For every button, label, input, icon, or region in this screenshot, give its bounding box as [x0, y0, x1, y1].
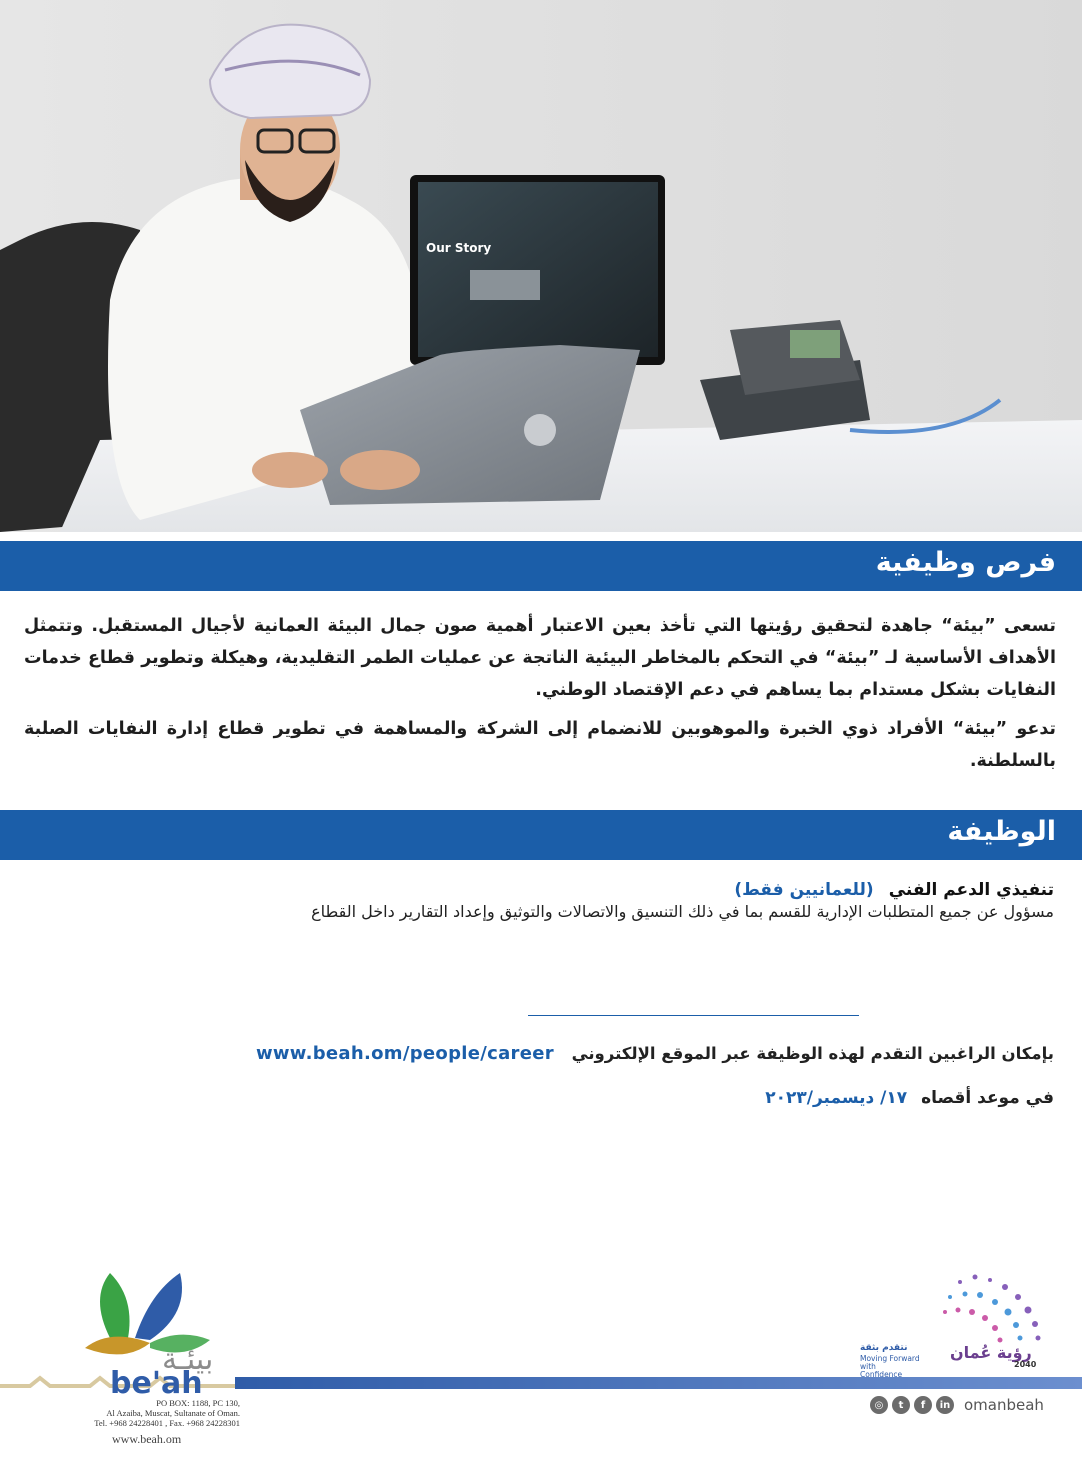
section-title-job: الوظيفة [947, 816, 1056, 847]
postal-address [40, 1398, 240, 1428]
section-title-opportunities: فرص وظيفية [875, 547, 1056, 578]
social-handle: omanbeah [964, 1396, 1044, 1414]
monitor-screen-text: Our Story [426, 241, 492, 255]
section-bar-job [0, 810, 1082, 860]
instagram-icon[interactable]: ◎ [870, 1396, 888, 1414]
address-line: Al Azaiba, Muscat, Sultanate of Oman. [106, 1408, 240, 1418]
deadline-date: ١٧/ ديسمبر/٢٠٢٣ [765, 1088, 908, 1108]
logo-english-text: be'ah [110, 1366, 203, 1401]
footer-stripe [235, 1377, 1082, 1389]
footer-website[interactable]: www.beah.om [112, 1432, 182, 1446]
apply-line [24, 1043, 1054, 1064]
job-eligibility-note: (للعمانيين فقط) [734, 880, 874, 900]
job-block [24, 880, 1054, 921]
logo-arabic-text: بيئـة [162, 1342, 214, 1377]
social-links [870, 1396, 1044, 1414]
apply-text: بإمكان الراغبين التقدم لهذه الوظيفة عبر الموقع الإلكتروني [571, 1044, 1054, 1063]
job-title: تنفيذي الدعم الفني [888, 880, 1054, 900]
job-description: مسؤول عن جميع المتطلبات الإدارية للقسم بما في ذلك التنسيق والاتصالات والتوثيق وإعداد التقارير داخل القطاع [311, 902, 1054, 921]
divider-line [528, 1015, 859, 1016]
vision-arabic-text: رؤية عُمان [950, 1343, 1032, 1362]
address-line: PO BOX: 1188, PC 130, [156, 1398, 240, 1408]
facebook-icon[interactable]: f [914, 1396, 932, 1414]
slogan-english: Moving Forward with Confidence [860, 1354, 920, 1379]
linkedin-icon[interactable]: in [936, 1396, 954, 1414]
deadline-line [24, 1088, 1054, 1108]
invitation-paragraph: تدعو ”بيئة“ الأفراد ذوي الخبرة والموهوبين للانضمام إلى الشركة والمساهمة في تطوير قطاع إدارة النفايات الصلبة بالسلطنة. [24, 719, 1056, 771]
twitter-icon[interactable]: t [892, 1396, 910, 1414]
deadline-label: في موعد أقصاه [921, 1088, 1054, 1108]
hero-photo [0, 0, 1082, 532]
vision-year: 2040 [1014, 1360, 1037, 1369]
slogan-arabic: نتقدم بثقة [860, 1343, 908, 1353]
section-bar-opportunities [0, 541, 1082, 591]
address-line: Tel. +968 24228401 , Fax. +968 24228301 [94, 1418, 240, 1428]
career-link[interactable]: www.beah.om/people/career [255, 1043, 554, 1064]
intro-paragraph: تسعى ”بيئة“ جاهدة لتحقيق رؤيتها التي تأخذ بعين الاعتبار أهمية صون جمال البيئة العمانية لأجيال المستقبل. وتتمثل الأهداف الأساسية لـ ”بيئة“ في التحكم بالمخاطر البيئية الناتجة عن عمليات الطمر التقليدية، وهيكلة وتطوير قطاع خدمات النفايات بشكل مستدام بما يساهم في دعم الإقتصاد الوطني. [24, 616, 1056, 700]
